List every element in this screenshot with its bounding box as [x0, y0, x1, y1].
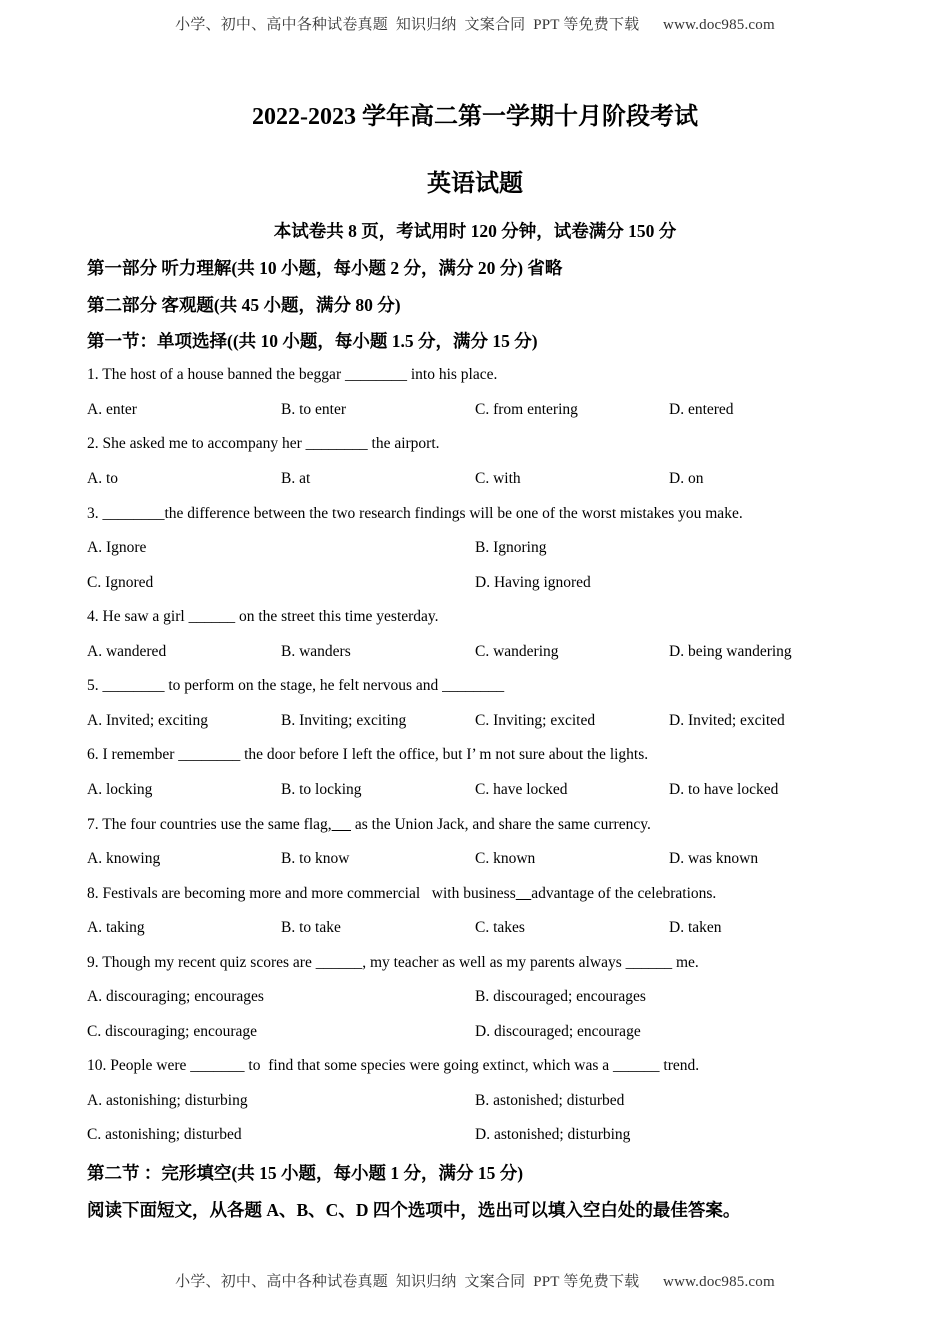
q7-option-d: D. was known [669, 850, 759, 867]
q8-stem-end: advantage of the celebrations. [531, 885, 717, 902]
q3-option-a: A. Ignore [87, 539, 147, 556]
exam-info: 本试卷共 8 页，考试用时 120 分钟，试卷满分 150 分 [273, 221, 677, 241]
question-2: 2. She asked me to accompany her ________ the airport. [87, 435, 440, 452]
q9-option-b: B. discouraged; encourages [475, 988, 646, 1005]
q8-blank [516, 885, 532, 902]
exam-subject: 英语试题 [427, 171, 523, 197]
question-1: 1. The host of a house banned the beggar ________ into his place. [87, 366, 498, 383]
q1-option-d: D. entered [669, 401, 734, 418]
question-4: 4. He saw a girl ______ on the street this time yesterday. [87, 608, 439, 625]
question-8 [87, 885, 716, 903]
q1-option-c: C. from entering [475, 401, 578, 418]
q5-option-d: D. Invited; excited [669, 712, 785, 729]
q7-option-b: B. to know [281, 850, 350, 867]
question-10: 10. People were _______ to find that some species were going extinct, which was a ______ trend. [87, 1057, 700, 1074]
q2-option-a: A. to [87, 470, 118, 487]
q1-option-a: A. enter [87, 401, 137, 418]
q7-option-c: C. known [475, 850, 536, 867]
question-5: 5. ________ to perform on the stage, he felt nervous and ________ [87, 677, 505, 694]
question-7 [87, 816, 651, 834]
q6-option-c: C. have locked [475, 781, 568, 798]
page-footer: 小学、初中、高中各种试卷真题 知识归纳 文案合同 PPT 等免费下载 www.doc985.com [175, 1274, 775, 1290]
q7-stem-start: 7. The four countries use the same flag, [87, 816, 332, 833]
q2-option-b: B. at [281, 470, 311, 487]
q4-option-c: C. wandering [475, 643, 559, 660]
q6-option-b: B. to locking [281, 781, 362, 798]
part1-heading: 第一部分 听力理解(共 10 小题，每小题 2 分，满分 20 分) 省略 [87, 258, 563, 278]
q7-stem-end: as the Union Jack, and share the same currency. [351, 816, 651, 833]
q3-option-b: B. Ignoring [475, 539, 547, 556]
section2-heading: 第二节 ：完形填空(共 15 小题，每小题 1 分，满分 15 分) [87, 1163, 524, 1183]
q9-option-c: C. discouraging; encourage [87, 1023, 258, 1040]
q3-option-d: D. Having ignored [475, 574, 591, 591]
q6-option-d: D. to have locked [669, 781, 779, 798]
page-header: 小学、初中、高中各种试卷真题 知识归纳 文案合同 PPT 等免费下载 www.doc985.com [175, 17, 775, 33]
q9-option-a: A. discouraging; encourages [87, 988, 264, 1005]
q3-option-c: C. Ignored [87, 574, 154, 591]
q5-option-c: C. Inviting; excited [475, 712, 596, 729]
q4-option-d: D. being wandering [669, 643, 792, 660]
q7-blank [332, 816, 351, 833]
q4-option-a: A. wandered [87, 643, 167, 660]
section1-heading: 第一节：单项选择((共 10 小题，每小题 1.5 分，满分 15 分) [87, 331, 538, 351]
q9-option-d: D. discouraged; encourage [475, 1023, 641, 1040]
q8-option-d: D. taken [669, 919, 722, 936]
q8-option-c: C. takes [475, 919, 525, 936]
question-3: 3. ________the difference between the two research findings will be one of the worst mistakes you make. [87, 505, 743, 522]
q8-stem-start: 8. Festivals are becoming more and more commercial with business [87, 885, 516, 902]
exam-title: 2022-2023 学年高二第一学期十月阶段考试 [252, 104, 698, 130]
q5-option-a: A. Invited; exciting [87, 712, 208, 729]
q6-option-a: A. locking [87, 781, 153, 798]
q8-option-b: B. to take [281, 919, 341, 936]
q10-option-b: B. astonished; disturbed [475, 1092, 625, 1109]
q4-option-b: B. wanders [281, 643, 351, 660]
q2-option-d: D. on [669, 470, 704, 487]
q2-option-c: C. with [475, 470, 521, 487]
q8-option-a: A. taking [87, 919, 145, 936]
instruction-text: 阅读下面短文，从各题 A、B、C、D 四个选项中，选出可以填入空白处的最佳答案。 [87, 1200, 741, 1220]
q1-option-b: B. to enter [281, 401, 346, 418]
q10-option-a: A. astonishing; disturbing [87, 1092, 248, 1109]
q10-option-d: D. astonished; disturbing [475, 1126, 631, 1143]
question-6: 6. I remember ________ the door before I left the office, but I’ m not sure about the lights. [87, 746, 649, 763]
q10-option-c: C. astonishing; disturbed [87, 1126, 242, 1143]
q7-option-a: A. knowing [87, 850, 161, 867]
q5-option-b: B. Inviting; exciting [281, 712, 407, 729]
question-9: 9. Though my recent quiz scores are ______, my teacher as well as my parents always ______ me. [87, 954, 699, 971]
part2-heading: 第二部分 客观题(共 45 小题，满分 80 分) [87, 295, 401, 315]
